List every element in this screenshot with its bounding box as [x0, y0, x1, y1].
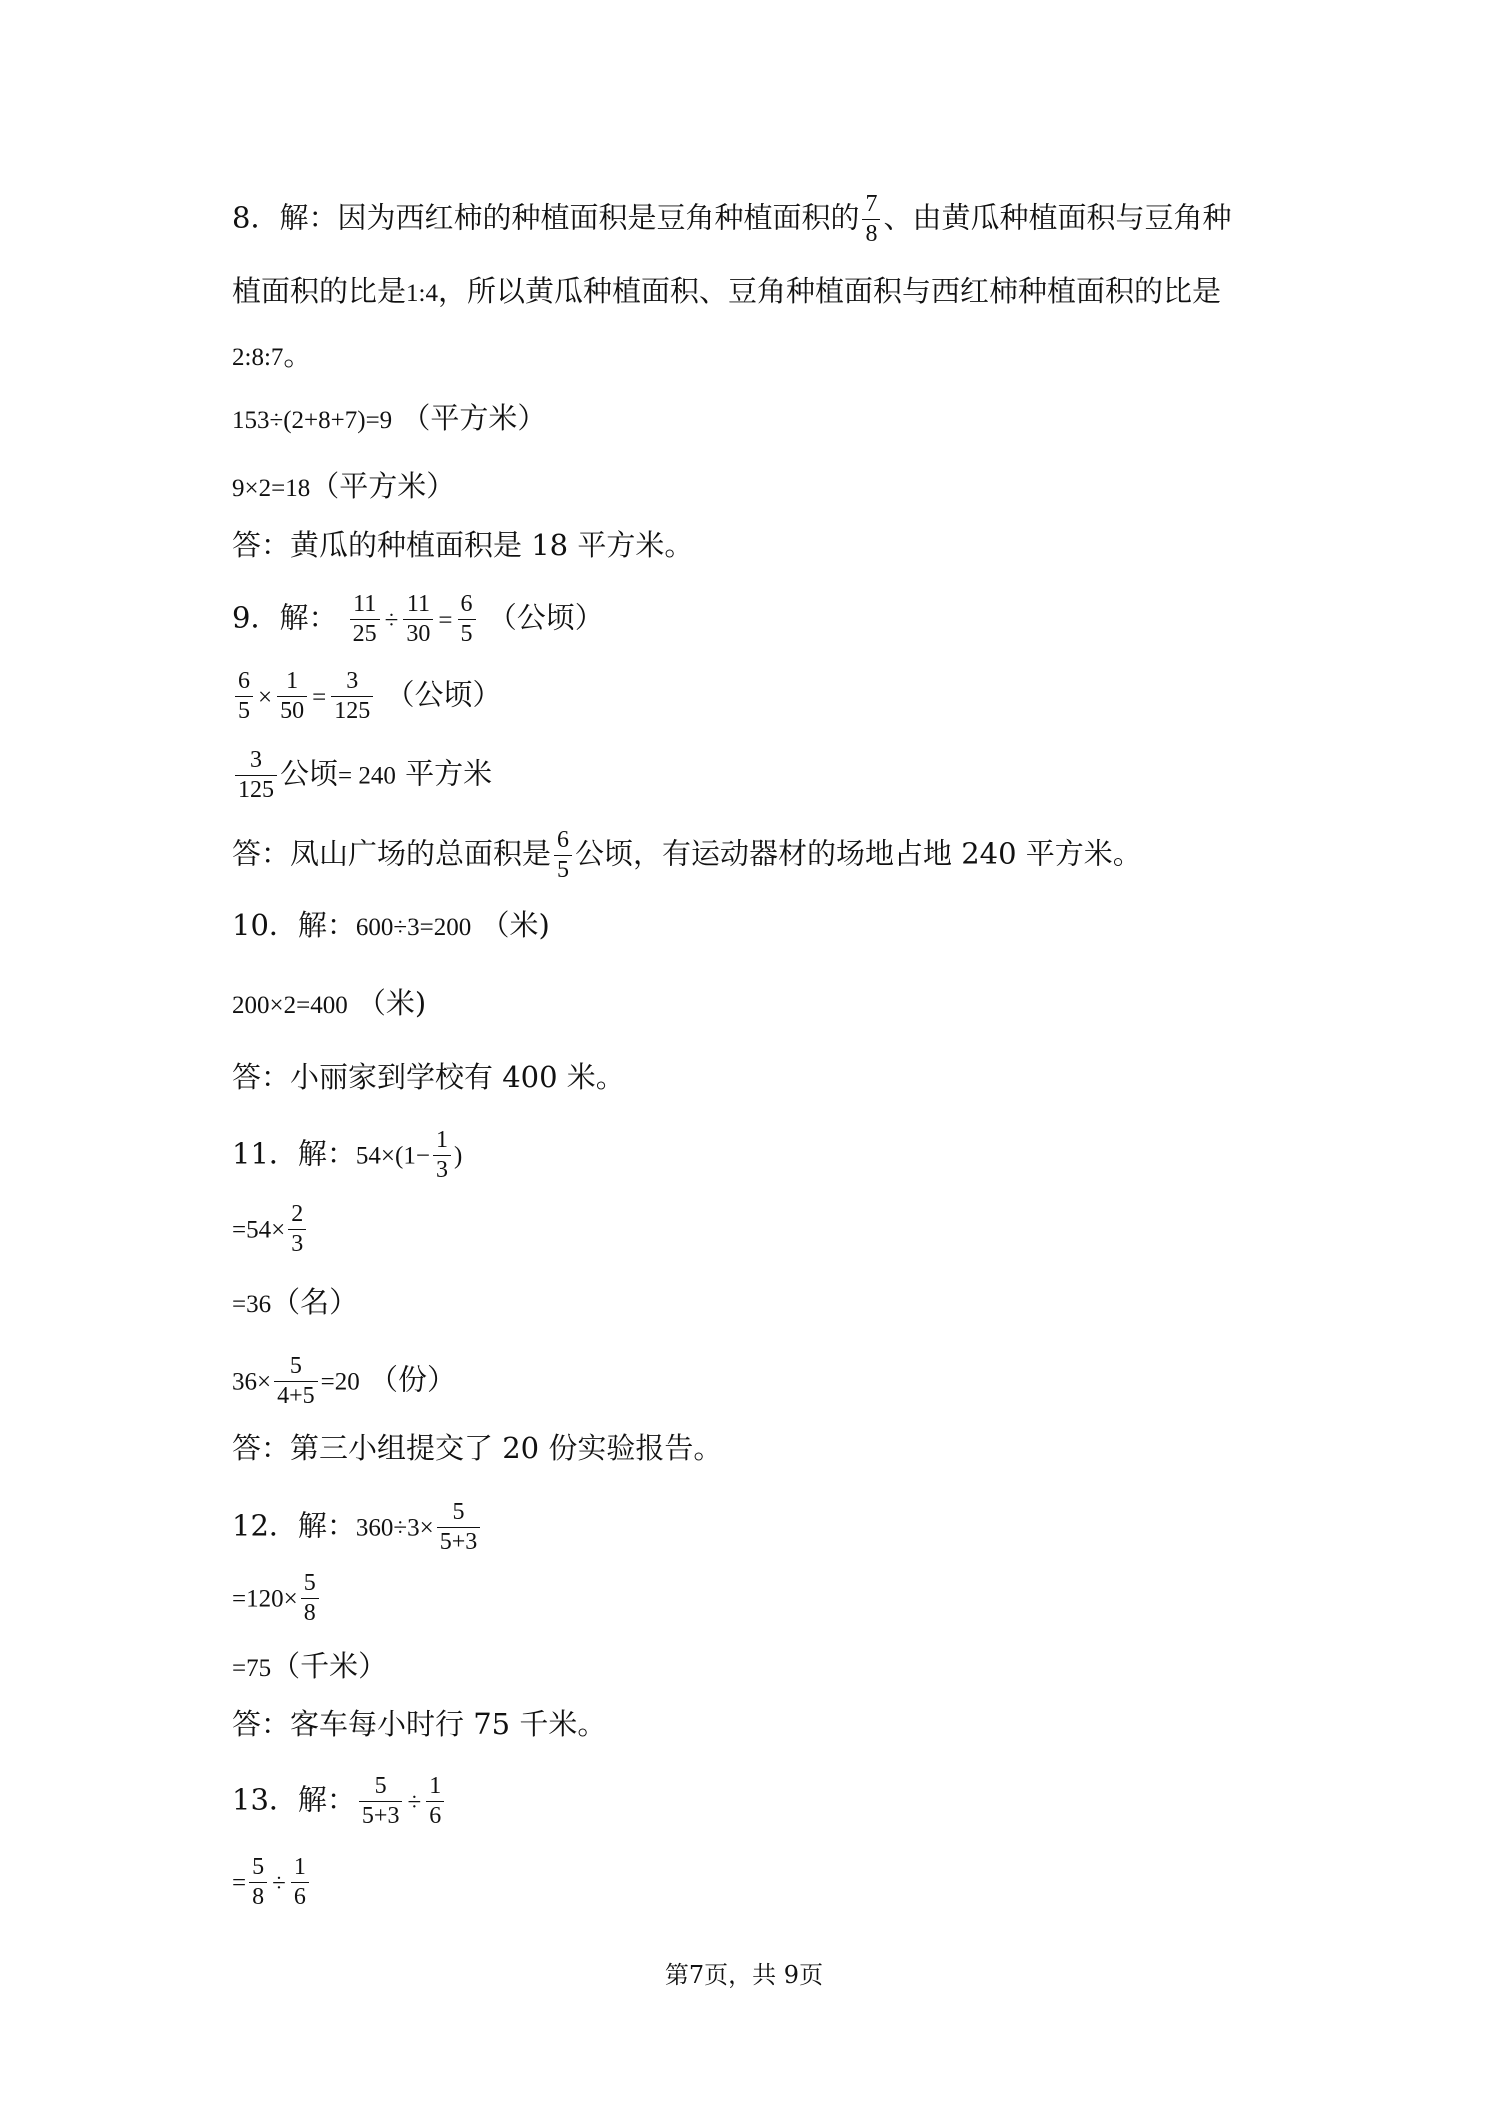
p8-text-2b: ，所以黄瓜种植面积、豆角种植面积与西红柿种植面积的比是: [437, 274, 1221, 308]
p8-fraction-7-8: $\frac{7}{8}$: [862, 190, 880, 249]
p11-line-2: =54× $\frac{2}{3}$: [232, 1200, 309, 1259]
p12-answer: 答：客车每小时行 75 千米。: [232, 1707, 607, 1741]
p8-equation-1: 153÷(2+8+7)=9 （平方米）: [232, 401, 547, 435]
p10-line-1: 10．解：600÷3=200 （米): [232, 908, 550, 942]
p8-ratio-1-4: 1:4: [406, 280, 438, 307]
p8-text-3b: 。: [283, 338, 313, 372]
p8-line-2: [232, 271, 1221, 314]
p11-line-4: 36× $\frac{5}{4+5}$ =20 （份）: [232, 1353, 456, 1409]
p9-line-3: $\frac{3}{125}$ 公顷= 240 平方米: [232, 746, 492, 805]
p9-frac-6-5: $\frac{6}{5}$: [458, 590, 476, 649]
p8-text-1a: 8．解：因为西红柿的种植面积是豆角种植面积的: [232, 200, 860, 235]
p12-line-1: 12．解：360÷3× $\frac{5}{5+3}$: [232, 1498, 483, 1557]
p11-answer: 答：第三小组提交了 20 份实验报告。: [232, 1431, 723, 1465]
p8-line-3: [232, 335, 312, 378]
p8-answer: 答：黄瓜的种植面积是 18 平方米。: [232, 528, 694, 562]
p12-line-2: =120× $\frac{5}{8}$: [232, 1569, 322, 1628]
p11-line-3: =36（名）: [232, 1285, 359, 1319]
p9-frac-11-25: $\frac{11}{25}$: [350, 590, 380, 649]
p8-ratio-2-8-7: 2:8:7: [232, 344, 284, 371]
p8-text-2a: 植面积的比是: [232, 274, 407, 308]
p13-line-1: 13．解： $\frac{5}{5+3}$ ÷ $\frac{1}{6}$: [232, 1772, 447, 1831]
p8-text-1b: 、由黄瓜种植面积与豆角种: [883, 200, 1232, 235]
page-footer: 第7页，共 9页: [664, 1961, 824, 1989]
p11-line-1: 11．解：54×(1− $\frac{1}{3}$ ): [232, 1127, 463, 1183]
p9-frac-11-30: $\frac{11}{30}$: [403, 590, 433, 649]
p12-line-3: =75（千米）: [232, 1649, 388, 1683]
p8-line-1: [232, 190, 1231, 249]
p10-line-2: 200×2=400 （米): [232, 986, 427, 1020]
p8-equation-2: 9×2=18（平方米）: [232, 469, 456, 503]
p9-answer: 答：凤山广场的总面积是 $\frac{6}{5}$ 公顷，有运动器材的场地占地 240 平方米。: [232, 827, 1142, 883]
p13-line-2: = $\frac{5}{8}$ ÷ $\frac{1}{6}$: [232, 1853, 312, 1912]
p10-answer: 答：小丽家到学校有 400 米。: [232, 1060, 625, 1094]
p9-line-2: $\frac{6}{5}$ × $\frac{1}{50}$ = $\frac{3}{125}$ （公顷）: [232, 667, 501, 726]
p9-line-1: 9．解： $\frac{11}{25}$ ÷ $\frac{11}{30}$ = $\frac{6}{5}$ （公顷）: [232, 591, 604, 647]
